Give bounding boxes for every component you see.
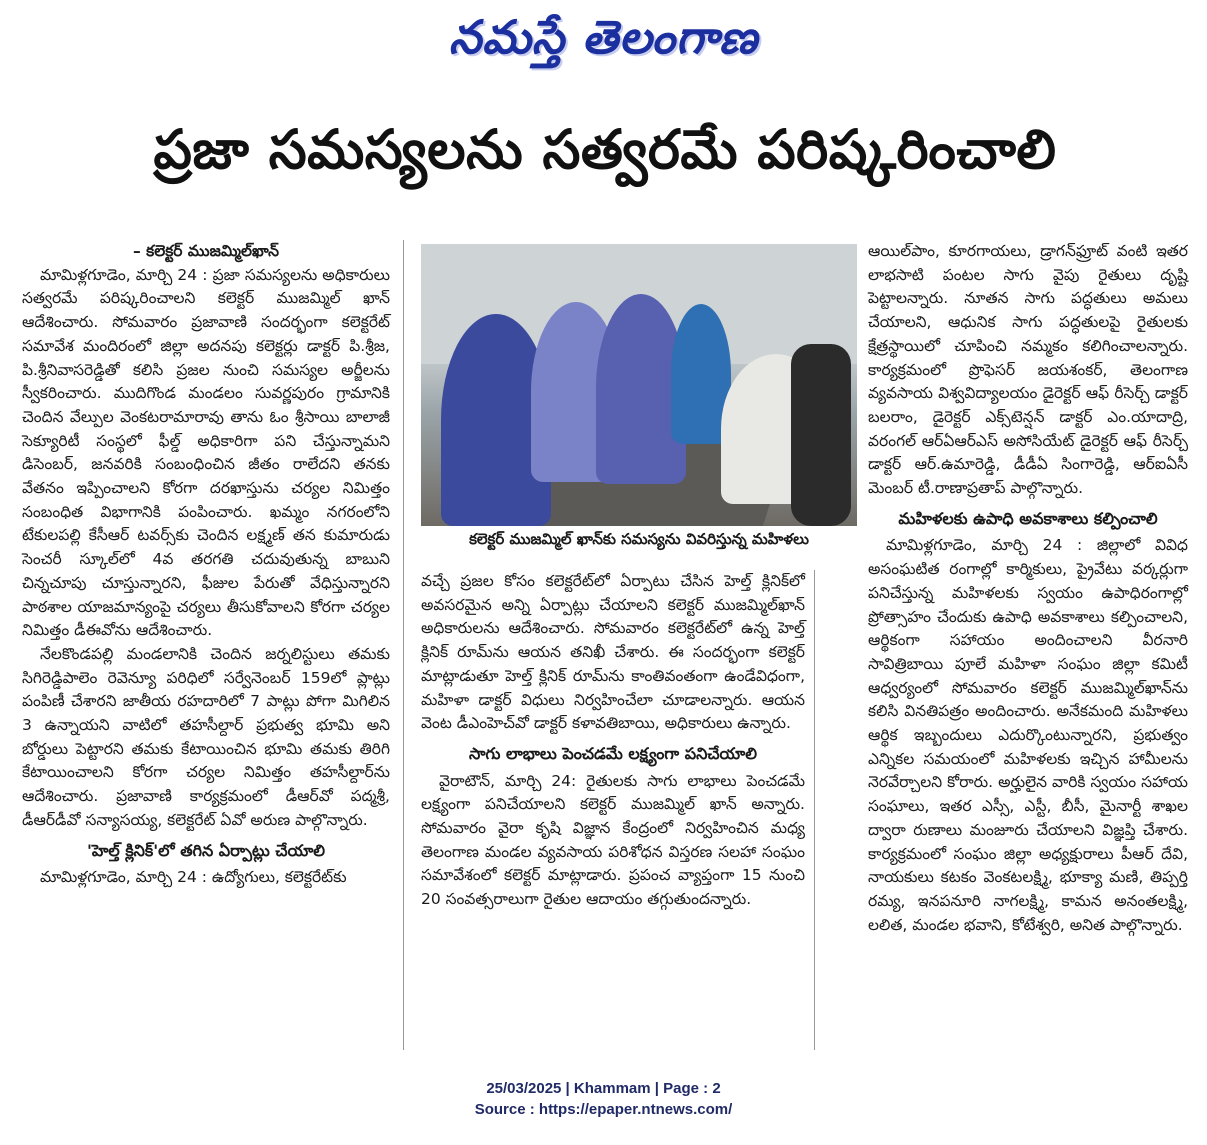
subheading: సాగు లాభాలు పెంచడమే లక్ష్యంగా పనిచేయాలి — [469, 743, 757, 763]
photo-caption: కలెక్టర్ ముజమ్మిల్ ఖాన్‌కు సమస్యను వివరిస్తున్న మహిళలు — [469, 530, 809, 548]
masthead-title: నమస్తే తెలంగాణ — [448, 10, 759, 64]
headline-text: ప్రజా సమస్యలను సత్వరమే పరిష్కరించాలి — [153, 117, 1057, 181]
source-link: Source : https://epaper.ntnews.com/ — [474, 1101, 733, 1118]
paragraph: వచ్చే ప్రజల కోసం కలెక్టరేట్‌లో ఏర్పాటు చేసిన హెల్త్ క్లినిక్‌లో అవసరమైన అన్ని ఏర్పాట్లు చేయాలని కలెక్టర్ ముజమ్మిల్‌ఖాన్ అధికారులను ఆదేశించారు. సోమవారం కలెక్టరేట్‌లో ఉన్న హెల్త్ క్లినిక్ రూమ్‌ను ఆయన తనిఖీ చేశారు. ఈ సందర్భంగా కలెక్టర్ మాట్లాడుతూ హెల్త్ క్లినిక్ రూమ్‌ను కాంతివంతంగా ఉండేవిధంగా, మహిళా డాక్టర్ విధులు నిర్వహించేలా చూడాలన్నారు. ఆయన వెంట డీఎంహెచ్‌వో డాక్టర్ కళావతిబాయి, అధికారులు ఉన్నారు. — [421, 572, 805, 733]
page-footer — [0, 1078, 1207, 1120]
paragraph: మామిళ్లగూడెం, మార్చి 24 : ప్రజా సమస్యలను అధికారులు సత్వరమే పరిష్కరించాలని కలెక్టర్ ముజమ్మిల్ ఖాన్ ఆదేశించారు. సోమవారం ప్రజావాణి సందర్భంగా కలెక్టరేట్ సమావేశ మందిరంలో జిల్లా అదనపు కలెక్టర్లు డాక్టర్ పి.శ్రీజ, పి.శ్రీనివాసరెడ్డితో కలిసి ప్రజల నుంచి సమస్యల అర్జీలను స్వీకరించారు. ముదిగొండ మండలం సువర్ణపురం గ్రామానికి చెందిన వేల్పుల వెంకటరామారావు తాను ఓం శ్రీసాయి బాలాజీ సెక్యూరిటీ సంస్థలో ఫీల్డ్ అధికారిగా పని చేస్తున్నామని డిసెంబర్, జనవరికి సంబంధించిన జీతం రాలేదని తనకు వేతనం ఇప్పించాలని కోరగా దరఖాస్తును చర్యల నిమిత్తం సంబంధిత విభాగానికి పంపించారు. ఖమ్మం నగరంలోని టేకులపల్లి కేసీఆర్ టవర్స్‌కు చెందిన లక్ష్మణ్ తన కుమారుడు సెంచరీ స్కూల్‌లో 4వ తరగతి చదువుతున్న బాబుని చిన్నచూపు చూస్తున్నారని, ఫీజుల పేరుతో వేధిస్తున్నారని పాఠశాల యాజమాన్యంపై చర్యలు తీసుకోవాలని కోరగా చర్యల నిమిత్తం డీఈవోను ఆదేశించారు. — [22, 265, 390, 640]
column-divider — [814, 570, 815, 1050]
paragraph: వైరాటౌన్, మార్చి 24: రైతులకు సాగు లాభాలు పెంచడమే లక్ష్యంగా పనిచేయాలని కలెక్టర్ ముజమ్మిల్ ఖాన్ అన్నారు. సోమవారం వైరా కృషి విజ్ఞాన కేంద్రంలో నిర్వహించిన మధ్య తెలంగాణ మండల వ్యవసాయ పరిశోధన విస్తరణ సలహా సంఘం సమావేశంలో కలెక్టర్ మాట్లాడారు. ప్రపంచ వ్యాప్తంగా 15 నుంచి 20 సంవత్సరాలుగా రైతుల ఆదాయం తగ్గుతుందన్నారు. — [421, 771, 805, 909]
headline — [20, 106, 1190, 206]
column-divider — [403, 240, 404, 1050]
subheading: మహిళలకు ఉపాధి అవకాశాలు కల్పించాలి — [898, 508, 1158, 528]
paragraph: మామిళ్లగూడెం, మార్చి 24 : జిల్లాలో వివిధ అసంఘటిత రంగాల్లో కార్మికులు, ప్రైవేటు వర్కర్లుగా పనిచేస్తున్న మహిళలకు స్వయం ఉపాధిరంగాల్లో ప్రోత్సాహం చేందుకు ఉపాధి అవకాశాలు కల్పించాలని, ఆర్థికంగా సహాయం అందించాలని వీరనారి సావిత్రిబాయి పూలే మహిళా సంఘం జిల్లా కమిటీ ఆధ్వర్యంలో సోమవారం కలెక్టర్ ముజమ్మిల్‌ఖాన్‌ను కలిసి వినతిపత్రం అందించారు. అనేకమంది మహిళలు ఆర్థిక ఇబ్బందులు ఎదుర్కొంటున్నారని, ప్రభుత్వం ఎన్నికల సమయంలో మహిళలకు ఇచ్చిన హామీలను నెరవేర్చాలని కోరారు. అర్హులైన వారికి స్వయం సహాయ సంఘాలు, ఇతర ఎస్సీ, ఎస్టీ, బీసీ, మైనార్టీ శాఖల ద్వారా రుణాలు మంజూరు చేయాలని విజ్ఞప్తి చేశారు. కార్యక్రమంలో సంఘం జిల్లా అధ్యక్షురాలు పీఆర్ దేవి, నాయకులు కటకం వెంకటలక్ష్మి, భూక్యా మణి, తిప్పర్తి రమ్య, ఇనపనూరి నాగలక్ష్మి, కామన అనంతలక్ష్మి, లలిత, మండల భవాని, కోటేశ్వరి, అనిత పాల్గొన్నారు. — [868, 536, 1188, 934]
masthead-logo — [0, 8, 1207, 78]
article-column-3 — [868, 240, 1188, 937]
edition-info: 25/03/2025 | Khammam | Page : 2 — [486, 1080, 721, 1097]
byline: – కలెక్టర్ ముజమ్మిల్‌ఖాన్ — [132, 242, 280, 260]
article-column-2 — [421, 570, 805, 912]
subheading: 'హెల్త్ క్లినిక్'లో తగిన ఏర్పాట్లు చేయాలి — [86, 840, 326, 860]
news-photo — [421, 244, 857, 526]
article-column-1 — [22, 240, 390, 890]
paragraph: ఆయిల్‌పాం, కూరగాయలు, డ్రాగన్‌ఫ్రూట్ వంటి ఇతర లాభసాటి పంటల సాగు వైపు రైతులు దృష్టి పెట్టాలన్నారు. నూతన సాగు పద్ధతులు అమలు చేయాలని, ఆధునిక సాగు పద్ధతులపై రైతులకు క్షేత్రస్థాయిలో చూపించి నమ్మకం కలిగించాలన్నారు. కార్యక్రమంలో ప్రొఫెసర్ జయశంకర్, తెలంగాణ వ్యవసాయ విశ్వవిద్యాలయం డైరెక్టర్ ఆఫ్ రీసెర్చ్ డాక్టర్ బలరాం, డైరెక్టర్ ఎక్స్‌టెన్షన్ డాక్టర్ ఎం.యాదాద్రి, వరంగల్ ఆర్ఏఆర్ఎస్ అసోసియేట్ డైరెక్టర్ ఆఫ్ రీసెర్చ్ డాక్టర్ ఆర్.ఉమారెడ్డి, డీడీఏ సింగారెడ్డి, ఆర్ఐఏసీ మెంబర్ టీ.రాణాప్రతాప్ పాల్గొన్నారు. — [868, 242, 1188, 498]
paragraph: నేలకొండపల్లి మండలానికి చెందిన జర్నలిస్టులు తమకు సిగిరెడ్డిపాలెం రెవెన్యూ పరిధిలో సర్వేనెంబర్ 159లో ప్లాట్లు పంపిణీ చేశారని జాతీయ రహదారిలో 7 పాట్లు పోగా మిగిలిన 3 ఉన్నాయని వాటిలో తహసీల్దార్ ప్రభుత్వ భూమి అని బోర్డులు పెట్టారని తమకు కేటాయించిన భూమి తమకు తిరిగి కేటాయించాలని కోరగా చర్యల నిమిత్తం తహసీల్దార్‌ను ఆదేశించారు. ప్రజావాణి కార్యక్రమంలో డీఆర్‌వో పద్మశ్రీ, డీఆర్‌డీవో సన్యాసయ్య, కలెక్టరేట్ ఏవో అరుణ పాల్గొన్నారు. — [22, 644, 390, 829]
paragraph: మామిళ్లగూడెం, మార్చి 24 : ఉద్యోగులు, కలెక్టరేట్‌కు — [40, 868, 347, 887]
